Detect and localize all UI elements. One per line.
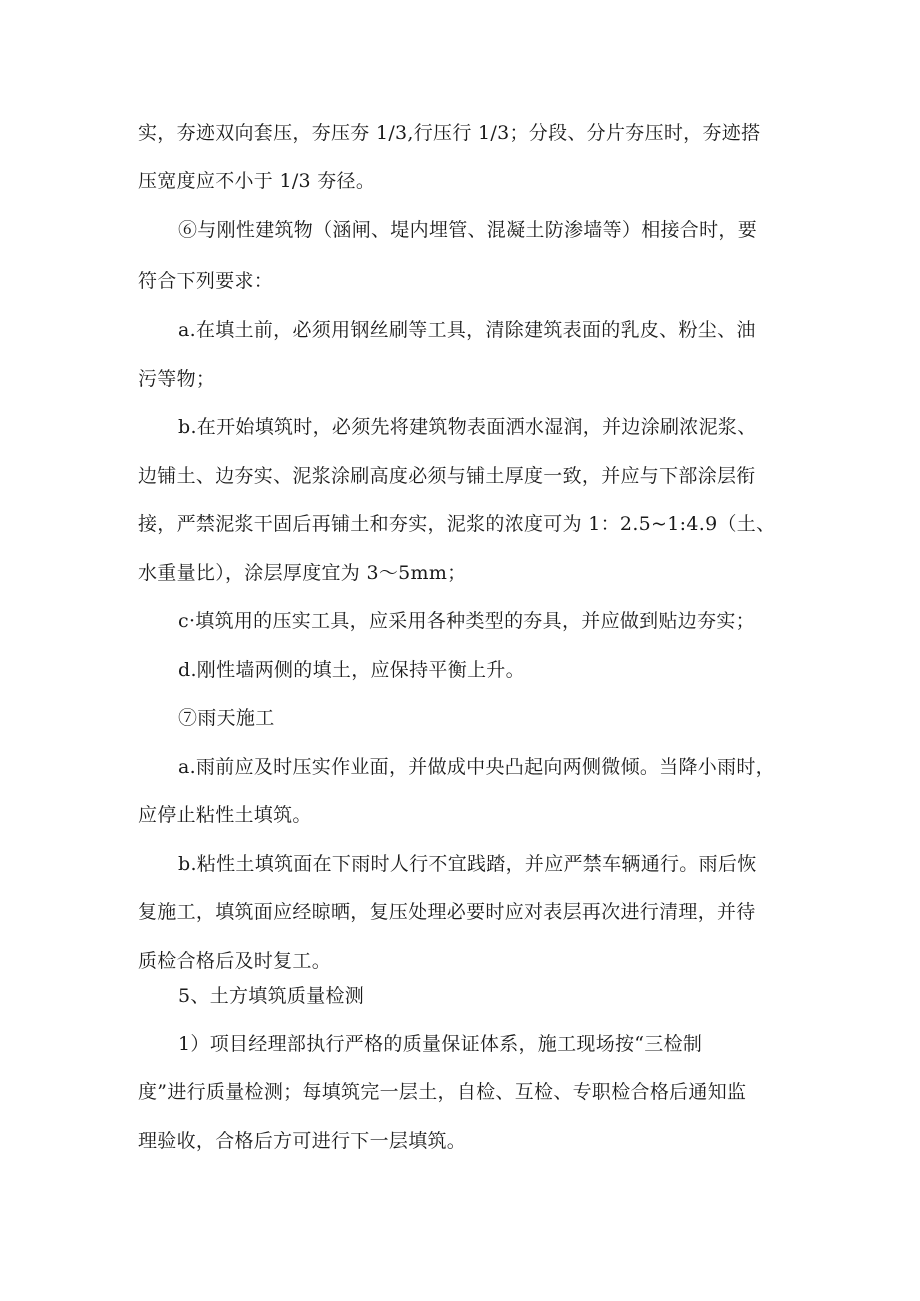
paragraph-line: 边铺土、边夯实、泥浆涂刷高度必须与铺土厚度一致，并应与下部涂层衔 [138, 465, 756, 487]
paragraph-line: 污等物； [138, 368, 216, 390]
paragraph-line: b.粘性土填筑面在下雨时人行不宜践踏，并应严禁车辆通行。雨后恢 [178, 853, 757, 875]
paragraph-line: 复施工，填筑面应经晾晒，复压处理必要时应对表层再次进行清理，并待 [138, 901, 756, 923]
paragraph-line: 符合下列要求： [138, 270, 274, 292]
paragraph-line: 压宽度应不小于 1/3 夯径。 [138, 170, 376, 192]
paragraph-line: 应停止粘性土填筑。 [138, 804, 312, 826]
paragraph-line: 1）项目经理部执行严格的质量保证体系，施工现场按“三检制 [178, 1033, 703, 1055]
paragraph-line: 质检合格后及时复工。 [138, 950, 332, 972]
paragraph-line: ⑥与刚性建筑物（涵闸、堤内埋管、混凝土防渗墙等）相接合时，要 [178, 219, 758, 241]
paragraph-line: a.雨前应及时压实作业面，并做成中央凸起向两侧微倾。当降小雨时， [178, 756, 775, 778]
paragraph-line: b.在开始填筑时，必须先将建筑物表面洒水湿润，并边涂刷浓泥浆、 [178, 416, 757, 438]
paragraph-line: d.刚性墙两侧的填土，应保持平衡上升。 [178, 659, 525, 681]
paragraph-line: 实，夯迹双向套压，夯压夯 1/3,行压行 1/3；分段、分片夯压时，夯迹搭 [138, 122, 761, 144]
paragraph-line: 度”进行质量检测；每填筑完一层土，自检、互检、专职检合格后通知监 [138, 1081, 747, 1103]
section-heading: 5、土方填筑质量检测 [178, 985, 365, 1007]
section-heading: ⑦雨天施工 [178, 707, 275, 729]
paragraph-line: 接，严禁泥浆干固后再铺土和夯实，泥浆的浓度可为 1：2.5~1:4.9（土、 [138, 513, 776, 535]
paragraph-line: a.在填土前，必须用钢丝刷等工具，清除建筑表面的乳皮、粉尘、油 [178, 319, 756, 341]
paragraph-line: 理验收，合格后方可进行下一层填筑。 [138, 1130, 467, 1152]
paragraph-line: 水重量比），涂层厚度宜为 3～5mm； [138, 562, 467, 584]
paragraph-line: c·填筑用的压实工具，应采用各种类型的夯具，并应做到贴边夯实； [178, 610, 755, 632]
